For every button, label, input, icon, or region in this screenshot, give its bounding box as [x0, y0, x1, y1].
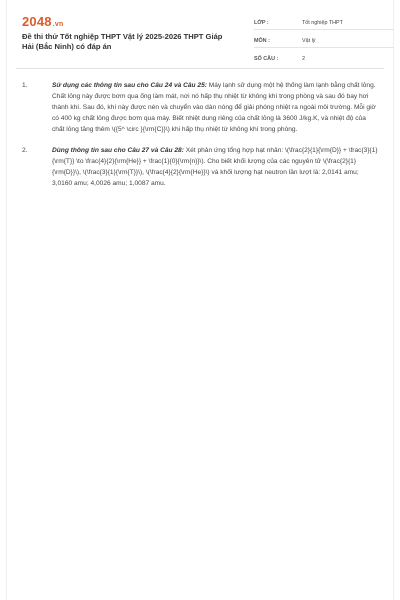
meta-value: Vật lý	[302, 37, 316, 44]
page-border-right	[393, 0, 394, 600]
document-header	[18, 14, 382, 62]
question-item	[22, 145, 378, 189]
document-title: Đề thi thử Tốt nghiệp THPT Vật lý 2025-2026 THPT Giáp Hải (Bắc Ninh) có đáp án	[22, 32, 223, 51]
meta-label: SỐ CÂU :	[254, 55, 279, 62]
question-body	[52, 145, 378, 189]
meta-value: 2	[302, 55, 305, 62]
site-logo[interactable]	[22, 14, 63, 29]
logo-main: 2048	[22, 14, 52, 29]
meta-label: MÔN :	[254, 37, 270, 44]
question-number: 2.	[22, 147, 28, 154]
header-divider	[16, 68, 384, 69]
meta-row-subject	[254, 34, 394, 48]
meta-label: LỚP :	[254, 19, 269, 26]
question-item	[22, 80, 378, 135]
page-border-left	[6, 0, 7, 600]
meta-row-count	[254, 52, 394, 65]
logo-tld: .vn	[52, 21, 64, 28]
question-lead: Sử dụng các thông tin sau cho Câu 24 và Câu 25:	[52, 82, 207, 89]
question-text: Máy lạnh sử dụng một hệ thống làm lạnh bằng chất lỏng. Chất lỏng này được bơm qua ống làm mát, nơi nó hấp thụ nhiệt từ không khí trong phòng và sau đó bay hơi thành khí. Sau đó, khí này được nén và chuyển vào dàn nóng để giải phóng nhiệt ra ngoài môi trường. Mỗi giờ có 400 kg chất lỏng được bơm qua máy. Biết nhiệt dung riêng của chất lỏng là 3600 J/kg.K, và nhiệt độ của chất lỏng tăng thêm \({5^ \circ }{\rm{C}}\) khi hấp thụ nhiệt từ không khí trong phòng.	[52, 82, 376, 133]
question-list	[22, 80, 378, 199]
meta-row-class	[254, 16, 394, 30]
question-number: 1.	[22, 82, 28, 89]
question-body	[52, 80, 378, 135]
question-text: Xét phản ứng tổng hợp hạt nhân: \(\frac{2}{1}{\rm{D}} + \frac{3}{1}{\rm{T}} \to \frac{4}{2}{\rm{He}} + \frac{1}{0}{\rm{n}}\). Cho biết khối lượng của các nguyên tử \(\frac{2}{1}{\rm{D}}\), \(\frac{3}{1}{\rm{T}}\), \(\frac{4}{2}{\rm{He}}\) và khối lượng hạt neutron lần lượt là: 2,0141 amu; 3,0160 amu; 4,0026 amu; 1,0087 amu.	[52, 147, 378, 187]
meta-value: Tốt nghiệp THPT	[302, 19, 343, 26]
question-lead: Dùng thông tin sau cho Câu 27 và Câu 28:	[52, 147, 184, 154]
meta-table	[254, 16, 394, 69]
